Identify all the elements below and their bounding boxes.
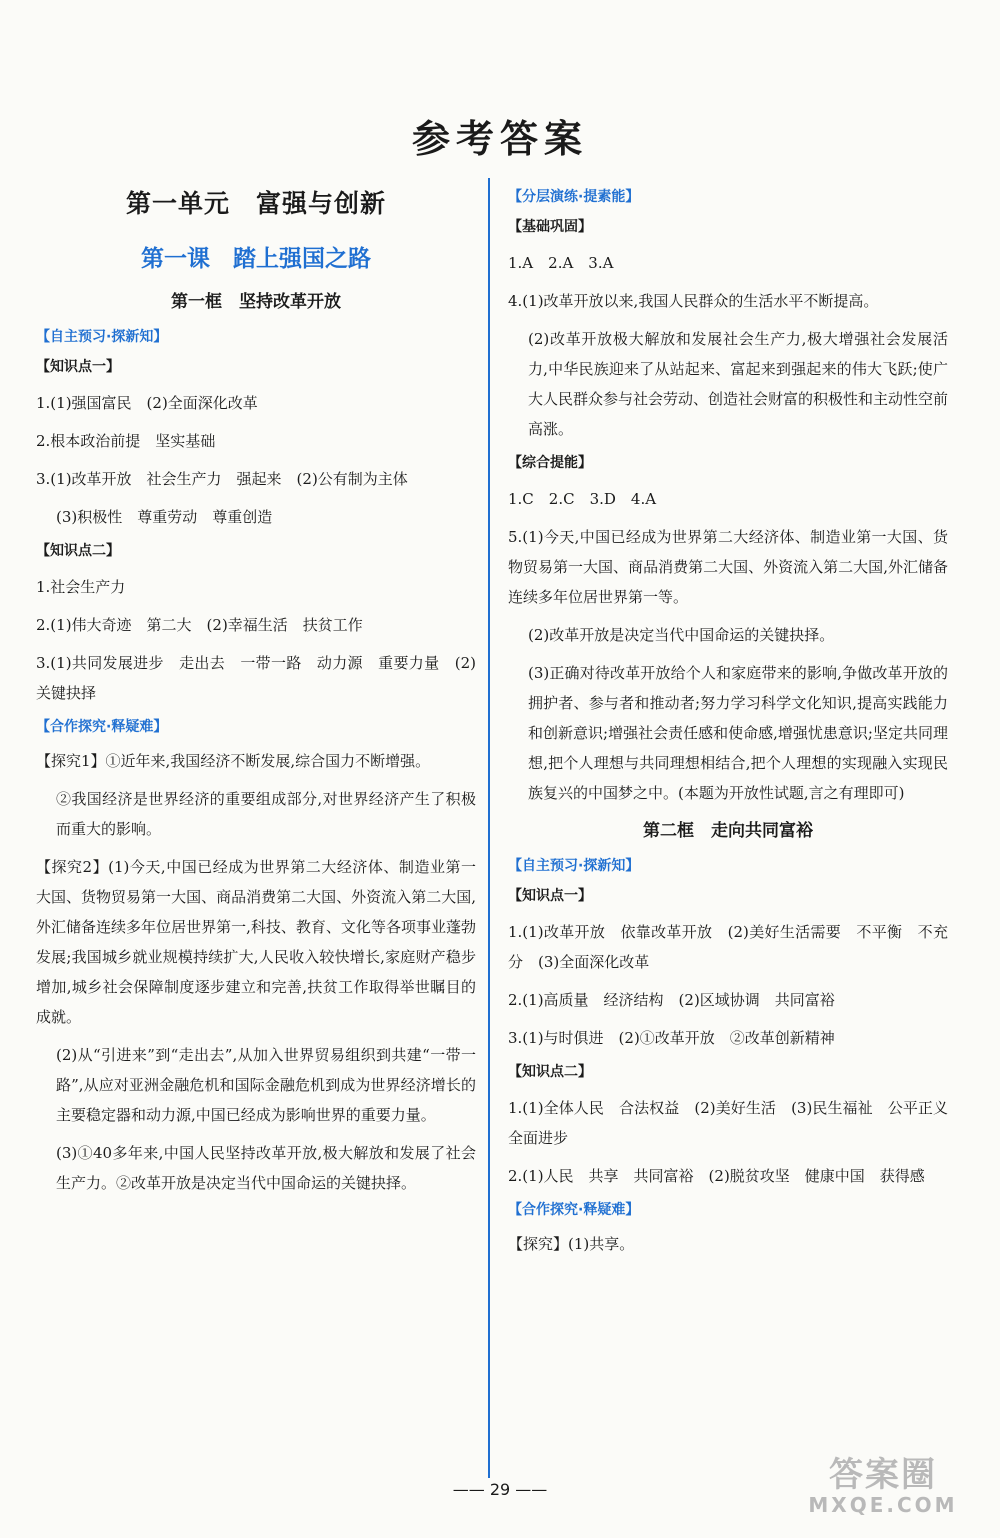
column-divider <box>488 178 490 1478</box>
watermark-url: MXQE.COM <box>808 1493 958 1517</box>
knowledge-point-header: 【综合提能】 <box>508 455 592 471</box>
answer-line: 1.C 2.C 3.D 4.A <box>508 490 657 508</box>
page-number: —— 29 —— <box>0 1480 1000 1499</box>
answer-line: 1.(1)强国富民 (2)全面深化改革 <box>36 394 258 412</box>
frame-title: 第二框 走向共同富裕 <box>643 821 813 841</box>
lesson-title: 第一课 踏上强国之路 <box>141 246 371 272</box>
answer-line: 3.(1)改革开放 社会生产力 强起来 (2)公有制为主体 <box>36 470 408 488</box>
answer-line: (3)正确对待改革开放给个人和家庭带来的影响,争做改革开放的拥护者、参与者和推动者;努力学习科学文化知识,提高实践能力和创新意识;增强社会责任感和使命感,增强忧患意识;坚定共同理想,把个人理想与共同理想相结合,把个人理想的实现融入实现民族复兴的中国梦之中。(本题为开放性试题,言之有理即可) <box>528 664 948 802</box>
left-column <box>36 180 476 1206</box>
answer-line: 4.(1)改革开放以来,我国人民群众的生活水平不断提高。 <box>508 292 879 310</box>
knowledge-point-header: 【知识点二】 <box>508 1064 592 1080</box>
watermark-text: 答案圈 <box>829 1455 937 1495</box>
answer-line: 1.(1)改革开放 依靠改革开放 (2)美好生活需要 不平衡 不充分 (3)全面深化改革 <box>508 923 948 971</box>
knowledge-point-header: 【知识点一】 <box>508 888 592 904</box>
knowledge-point-header: 【基础巩固】 <box>508 219 592 235</box>
watermark-logo <box>788 1456 978 1522</box>
section-header: 【合作探究·释疑难】 <box>36 719 168 735</box>
unit-title: 第一单元 富强与创新 <box>125 189 386 218</box>
explore-answer: (2)从“引进来”到“走出去”,从加入世界贸易组织到共建“一带一路”,从应对亚洲金融危机和国际金融危机到成为世界经济增长的主要稳定器和动力源,中国已经成为影响世界的重要力量。 <box>56 1046 476 1124</box>
answer-line: (2)改革开放是决定当代中国命运的关键抉择。 <box>528 626 835 644</box>
answer-line: 3.(1)共同发展进步 走出去 一带一路 动力源 重要力量 (2)关键抉择 <box>36 654 476 702</box>
knowledge-point-header: 【知识点二】 <box>36 543 120 559</box>
answer-line: (2)改革开放极大解放和发展社会生产力,极大增强社会发展活力,中华民族迎来了从站起来、富起来到强起来的伟大飞跃;使广大人民群众参与社会劳动、创造社会财富的积极性和主动性空前高涨。 <box>528 330 949 438</box>
answer-line: (3)积极性 尊重劳动 尊重创造 <box>56 508 273 526</box>
answer-line: 2.根本政治前提 坚实基础 <box>36 432 216 450</box>
explore-answer: 【探究2】(1)今天,中国已经成为世界第二大经济体、制造业第一大国、货物贸易第一大国、商品消费第二大国、外资流入第二大国,外汇储备连续多年位居世界第一,科技、教育、文化等各项事业蓬勃发展;我国城乡就业规模持续扩大,人民收入较快增长,家庭财产稳步增加,城乡社会保障制度逐步建立和完善,扶贫工作取得举世瞩目的成就。 <box>36 858 476 1026</box>
section-header: 【自主预习·探新知】 <box>508 858 640 874</box>
explore-answer: ②我国经济是世界经济的重要组成部分,对世界经济产生了积极而重大的影响。 <box>56 790 476 838</box>
answer-line: 2.(1)伟大奇迹 第二大 (2)幸福生活 扶贫工作 <box>36 616 363 634</box>
explore-answer: (3)①40多年来,中国人民坚持改革开放,极大解放和发展了社会生产力。②改革开放是决定当代中国命运的关键抉择。 <box>56 1144 476 1192</box>
explore-answer: 【探究1】①近年来,我国经济不断发展,综合国力不断增强。 <box>36 752 431 770</box>
page-title: 参考答案 <box>411 117 588 161</box>
answer-line: 1.社会生产力 <box>36 578 126 596</box>
answer-line: 1.A 2.A 3.A <box>508 254 614 272</box>
explore-answer: 【探究】(1)共享。 <box>508 1235 635 1253</box>
section-header: 【分层演练·提素能】 <box>508 189 640 205</box>
answer-line: 3.(1)与时俱进 (2)①改革开放 ②改革创新精神 <box>508 1029 835 1047</box>
knowledge-point-header: 【知识点一】 <box>36 359 120 375</box>
right-column <box>508 180 964 1267</box>
section-header: 【自主预习·探新知】 <box>36 329 168 345</box>
frame-title: 第一框 坚持改革开放 <box>171 292 341 312</box>
answer-line: 1.(1)全体人民 合法权益 (2)美好生活 (3)民生福祉 公平正义 全面进步 <box>508 1099 964 1147</box>
section-header: 【合作探究·释疑难】 <box>508 1202 640 1218</box>
answer-line: 2.(1)高质量 经济结构 (2)区域协调 共同富裕 <box>508 991 835 1009</box>
answer-line: 2.(1)人民 共享 共同富裕 (2)脱贫攻坚 健康中国 获得感 <box>508 1167 925 1185</box>
answer-line: 5.(1)今天,中国已经成为世界第二大经济体、制造业第一大国、货物贸易第一大国、商品消费第二大国、外资流入第二大国,外汇储备连续多年位居世界第一等。 <box>508 528 948 606</box>
